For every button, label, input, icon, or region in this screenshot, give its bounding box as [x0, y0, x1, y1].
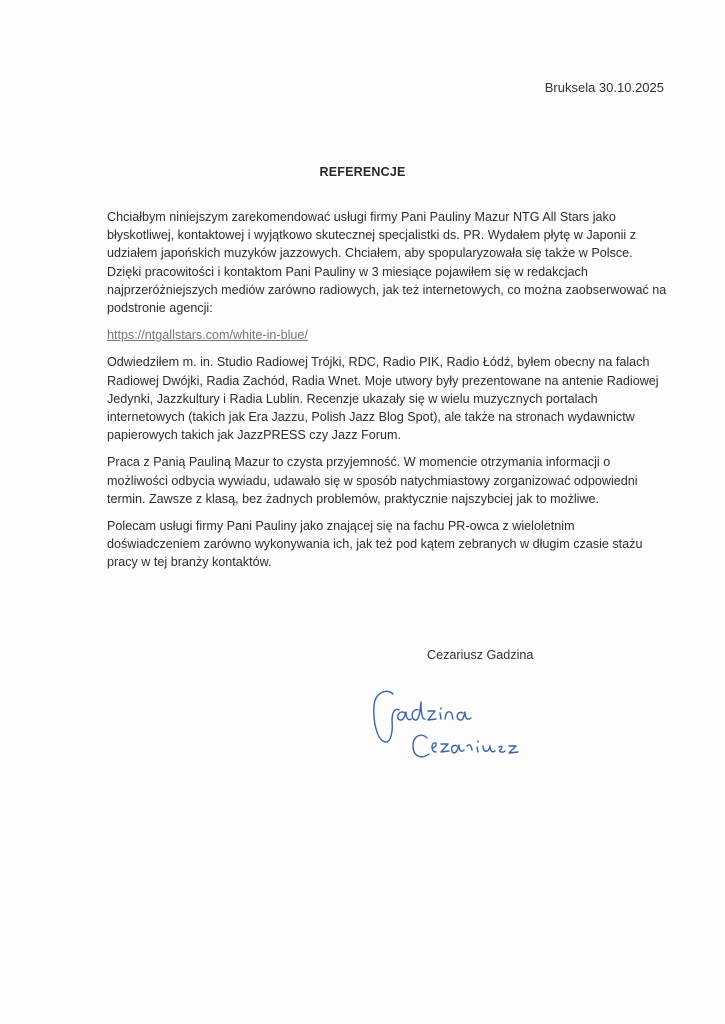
paragraph-cooperation: Praca z Panią Pauliną Mazur to czysta przyjemność. W momencie otrzymania informacji o możliwości odbycia wywiadu, udawało się w sposób natychmiastowy zorganizować odpowiedni termin. Zawsze z klasą, bez żadnych problemów, praktycznie najszybciej jak to możliwe. — [107, 455, 638, 506]
paragraph-intro: Chciałbym niniejszym zarekomendować usługi firmy Pani Pauliny Mazur NTG All Stars jako błyskotliwej, kontaktowej i wyjątkowo skutecznej specjalistki ds. PR. Wydałem płytę w Japonii z udziałem japońskich muzyków jazzowych. Chciałem, aby spopularyzowała się także w Polsce. Dzięki pracowitości i kontaktom Pani Pauliny w 3 miesiące pojawiłem się w redakcjach najprzeróżniejszych mediów zarówno radiowych, jak też internetowych, co można zaobserwować na podstronie agencji: — [107, 210, 667, 316]
date-line: Bruksela 30.10.2025 — [544, 80, 664, 95]
paragraph-recommendation: Polecam usługi firmy Pani Pauliny jako znającej się na fachu PR-owca z wieloletnim doświadczeniem zarówno wykonywania ich, jak też pod kątem zebranych w długim czasie stażu pracy w tej branży kontaktów. — [107, 519, 643, 570]
handwritten-signature — [365, 680, 545, 775]
document-title: REFERENCJE — [319, 165, 406, 179]
signer-name: Cezariusz Gadzina — [427, 648, 534, 662]
letter-body — [107, 208, 667, 581]
agency-link[interactable]: https://ntgallstars.com/white-in-blue/ — [107, 328, 308, 343]
paragraph-media: Odwiedziłem m. in. Studio Radiowej Trójki, RDC, Radio PIK, Radio Łódź, byłem obecny na falach Radiowej Dwójki, Radia Zachód, Radia Wnet. Moje utwory były prezentowane na antenie Radiowej Jedynki, Jazzkultury i Radia Lublin. Recenzje ukazały się w wielu muzycznych portalach internetowych (takich jak Era Jazzu, Polish Jazz Blog Spot), ale także na stronach wydawnictw papierowych takich jak JazzPRESS czy Jazz Forum. — [107, 355, 659, 443]
